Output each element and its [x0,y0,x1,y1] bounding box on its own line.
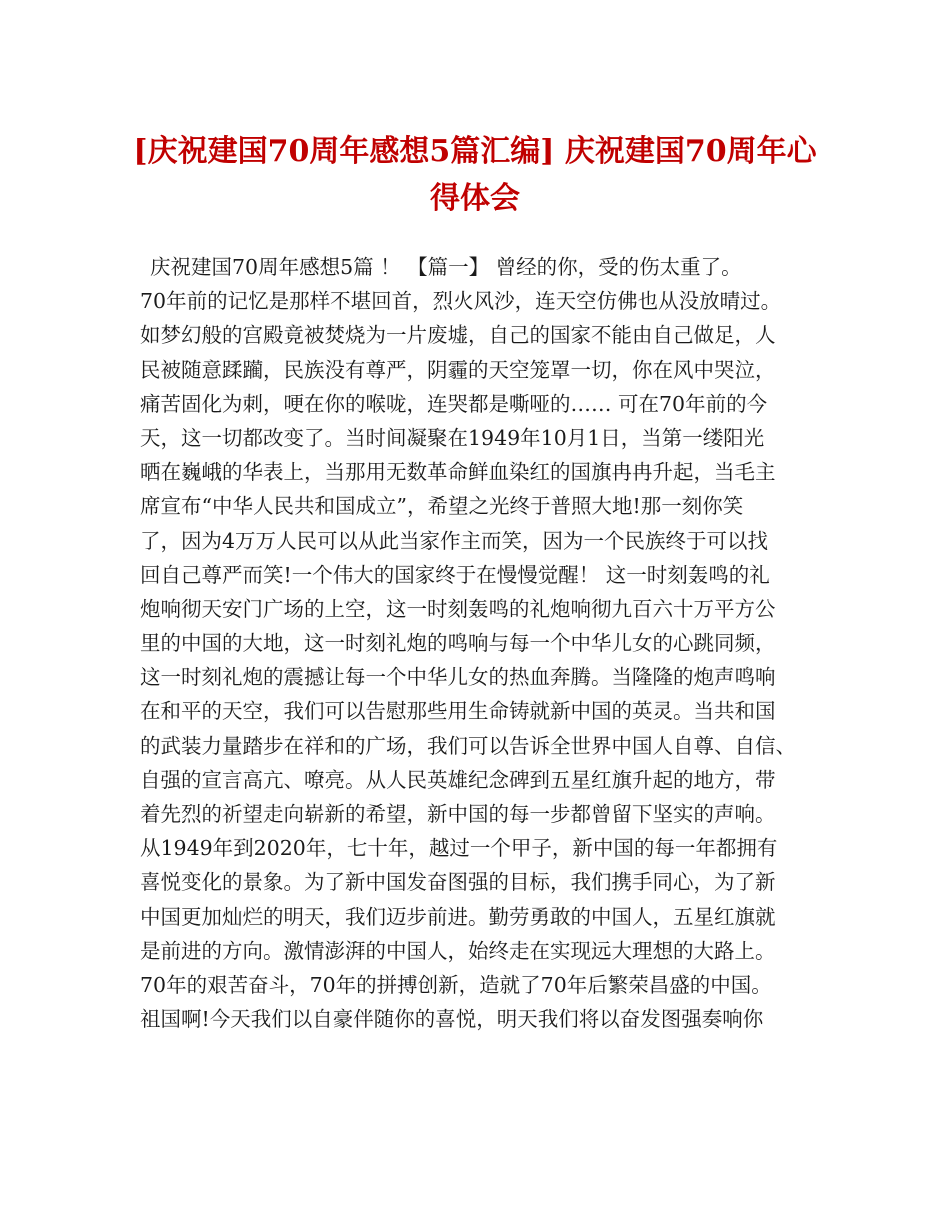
body-line: 是前进的方向。激情澎湃的中国人，始终走在实现远大理想的大路上。 [140,938,776,963]
body-line: 回自己尊严而笑!一个伟大的国家终于在慢慢觉醒！ 这一时刻轰鸣的礼 [140,562,770,587]
document-body [140,250,830,1036]
body-line: 中国更加灿烂的明天，我们迈步前进。勤劳勇敢的中国人，五星红旗就 [140,904,776,929]
body-line: 70年前的记忆是那样不堪回首，烈火风沙，连天空仿佛也从没放晴过。 [140,289,782,314]
body-line: 里的中国的大地，这一时刻礼炮的鸣响与每一个中华儿女的心跳同频， [140,631,776,656]
body-line: 着先烈的祈望走向崭新的希望，新中国的每一步都曾留下坚实的声响。 [140,802,776,826]
body-line: 这一时刻礼炮的震撼让每一个中华儿女的热血奔腾。当隆隆的炮声鸣响 [140,665,776,690]
body-line: 自强的宣言高亢、嘹亮。从人民英雄纪念碑到五星红旗升起的地方，带 [140,767,776,792]
body-line: 70年的艰苦奋斗，70年的拼搏创新，造就了70年后繁荣昌盛的中国。 [140,972,772,997]
body-line: 庆祝建国70周年感想5篇 ！ 【篇一】 曾经的你，受的伤太重了。 [150,255,742,279]
body-line: 从1949年到2020年，七十年，越过一个甲子，新中国的每一年都拥有 [140,836,778,861]
title-line-2: 得体会 [430,181,520,216]
body-line: 天，这一切都改变了。当时间凝聚在1949年10月1日，当第一缕阳光 [140,425,765,450]
body-line: 如梦幻般的宫殿竟被焚烧为一片废墟，自己的国家不能由自己做足，人 [140,323,776,348]
title-line-1: [庆祝建国70周年感想5篇汇编] 庆祝建国70周年心 [133,134,817,169]
body-line: 民被随意蹂躏，民族没有尊严，阴霾的天空笼罩一切，你在风中哭泣， [140,357,776,382]
body-line: 喜悦变化的景象。为了新中国发奋图强的目标，我们携手同心，为了新 [140,870,776,895]
body-line: 在和平的天空，我们可以告慰那些用生命铸就新中国的英灵。当共和国 [140,699,776,724]
body-line: 席宣布“中华人民共和国成立”，希望之光终于普照大地!那一刻你笑 [140,494,744,519]
body-line: 痛苦固化为刺，哽在你的喉咙，连哭都是嘶哑的…… 可在70年前的今 [140,391,768,416]
body-line: 炮响彻天安门广场的上空，这一时刻轰鸣的礼炮响彻九百六十万平方公 [140,596,776,621]
body-line: 祖国啊!今天我们以自豪伴随你的喜悦，明天我们将以奋发图强奏响你 [140,1007,764,1032]
body-line: 的武装力量踏步在祥和的广场，我们可以告诉全世界中国人自尊、自信、 [140,733,796,758]
document-title [100,128,850,222]
body-line: 了，因为4万万人民可以从此当家作主而笑，因为一个民族终于可以找 [140,528,769,553]
body-line: 晒在巍峨的华表上，当那用无数革命鲜血染红的国旗冉冉升起，当毛主 [140,460,776,485]
